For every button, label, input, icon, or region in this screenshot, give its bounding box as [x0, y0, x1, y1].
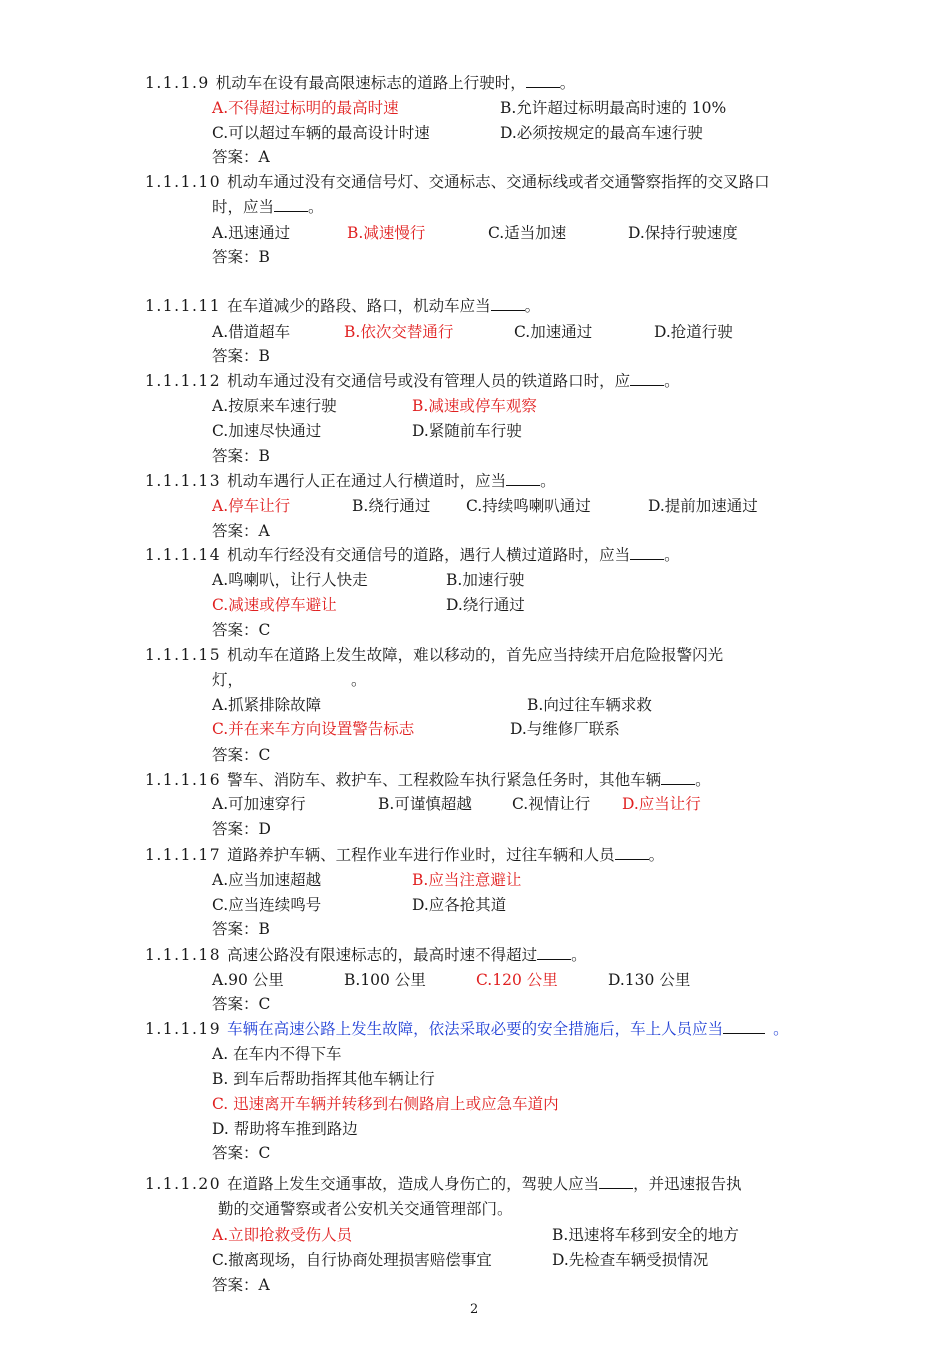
question-continuation: 灯， 。 — [212, 671, 367, 689]
question-1-1-1-12: 1.1.1.12 机动车通过没有交通信号或没有管理人员的铁道路口时，应 。 — [145, 372, 680, 390]
question-1-1-1-17: 1.1.1.17 道路养护车辆、工程作业车进行作业时，过往车辆和人员 。 — [145, 846, 665, 864]
option-d: D.与维修厂联系 — [510, 720, 620, 738]
answer-blank — [491, 296, 525, 311]
answer-blank — [537, 945, 571, 960]
question-number: 1.1.1.9 — [145, 74, 210, 92]
answer-blank — [615, 845, 649, 860]
option-c: C.120 公里 — [476, 971, 558, 989]
option-c: C.减速或停车避让 — [212, 596, 337, 614]
question-1-1-1-19: 1.1.1.19 车辆在高速公路上发生故障，依法采取必要的安全措施后，车上人员应当 。 — [145, 1020, 789, 1038]
answer-line: 答案：A — [212, 1276, 270, 1294]
question-number: 1.1.1.14 — [145, 546, 222, 564]
answer-line: 答案：C — [212, 746, 271, 764]
option-d: D.保持行驶速度 — [628, 224, 738, 242]
question-number: 1.1.1.11 — [145, 297, 222, 315]
option-d: D.应当让行 — [622, 795, 701, 813]
question-text: 机动车在道路上发生故障，难以移动的，首先应当持续开启危险报警闪光 — [227, 646, 724, 664]
option-b: B.依次交替通行 — [344, 323, 454, 341]
option-a: A.抓紧排除故障 — [212, 696, 322, 714]
option-c: C.并在来车方向设置警告标志 — [212, 720, 415, 738]
question-text: 机动车通过没有交通信号或没有管理人员的铁道路口时，应 — [227, 372, 631, 390]
answer-line: 答案：B — [212, 347, 270, 365]
question-number: 1.1.1.10 — [145, 173, 222, 191]
option-a: A. 在车内不得下车 — [212, 1045, 342, 1063]
option-d: D.130 公里 — [608, 971, 691, 989]
question-number: 1.1.1.13 — [145, 472, 222, 490]
option-b: B.允许超过标明最高时速的 10% — [500, 99, 727, 117]
option-c: C.撤离现场，自行协商处理损害赔偿事宜 — [212, 1251, 492, 1269]
option-b: B.绕行通过 — [352, 497, 431, 515]
answer-blank — [274, 197, 308, 212]
question-1-1-1-16: 1.1.1.16 警车、消防车、救护车、工程救险车执行紧急任务时，其他车辆 。 — [145, 771, 711, 789]
option-b: B.应当注意避让 — [412, 871, 522, 889]
option-d: D.先检查车辆受损情况 — [552, 1251, 709, 1269]
option-d: D.必须按规定的最高车速行驶 — [500, 124, 703, 142]
option-b: B. 到车后帮助指挥其他车辆让行 — [212, 1070, 435, 1088]
option-b: B.100 公里 — [344, 971, 426, 989]
question-text: 车辆在高速公路上发生故障，依法采取必要的安全措施后，车上人员应当 — [227, 1020, 724, 1038]
question-text: 在道路上发生交通事故，造成人身伤亡的，驾驶人应当 — [227, 1175, 600, 1193]
question-text: 警车、消防车、救护车、工程救险车执行紧急任务时，其他车辆 — [227, 771, 662, 789]
question-text: 机动车在设有最高限速标志的道路上行驶时， — [215, 74, 526, 92]
answer-blank — [630, 371, 664, 386]
question-number: 1.1.1.19 — [145, 1020, 222, 1038]
option-b: B.加速行驶 — [446, 571, 525, 589]
answer-blank — [630, 545, 664, 560]
option-b: B.减速或停车观察 — [412, 397, 537, 415]
answer-blank — [661, 770, 695, 785]
option-b: B.迅速将车移到安全的地方 — [552, 1226, 739, 1244]
answer-line: 答案：B — [212, 248, 270, 266]
question-number: 1.1.1.18 — [145, 946, 222, 964]
answer-line: 答案：D — [212, 820, 271, 838]
question-1-1-1-9: 1.1.1.9 机动车在设有最高限速标志的道路上行驶时， 。 — [145, 74, 576, 92]
question-text: 在车道减少的路段、路口，机动车应当 — [227, 297, 491, 315]
question-text: 机动车遇行人正在通过人行横道时，应当 — [227, 472, 507, 490]
answer-blank — [526, 73, 560, 88]
option-d: D.紧随前车行驶 — [412, 422, 522, 440]
question-1-1-1-13: 1.1.1.13 机动车遇行人正在通过人行横道时，应当 。 — [145, 472, 556, 490]
option-a: A.不得超过标明的最高时速 — [212, 99, 399, 117]
option-a: A.90 公里 — [212, 971, 284, 989]
question-1-1-1-18: 1.1.1.18 高速公路没有限速标志的，最高时速不得超过 。 — [145, 946, 587, 964]
answer-line: 答案：C — [212, 995, 271, 1013]
option-a: A.借道超车 — [212, 323, 291, 341]
answer-line: 答案：A — [212, 148, 270, 166]
question-number: 1.1.1.15 — [145, 646, 222, 664]
question-1-1-1-10 — [145, 172, 770, 192]
question-number: 1.1.1.20 — [145, 1175, 222, 1193]
option-c: C.视情让行 — [512, 795, 591, 813]
option-b: B.可谨慎超越 — [378, 795, 472, 813]
option-b: B.减速慢行 — [347, 224, 426, 242]
question-text: 道路养护车辆、工程作业车进行作业时，过往车辆和人员 — [227, 846, 615, 864]
option-d: D.提前加速通过 — [648, 497, 758, 515]
option-c: C.加速尽快通过 — [212, 422, 322, 440]
question-1-1-1-15 — [145, 645, 723, 665]
answer-blank — [599, 1174, 633, 1189]
question-1-1-1-11: 1.1.1.11 在车道减少的路段、路口，机动车应当 。 — [145, 297, 541, 315]
option-d: D. 帮助将车推到路边 — [212, 1120, 358, 1138]
answer-line: 答案：C — [212, 621, 271, 639]
option-a: A.应当加速超越 — [212, 871, 322, 889]
page-number: 2 — [470, 1302, 479, 1317]
answer-line: 答案：A — [212, 522, 270, 540]
option-c: C.持续鸣喇叭通过 — [466, 497, 591, 515]
question-continuation: 时，应当 。 — [212, 198, 324, 216]
option-a: A.按原来车速行驶 — [212, 397, 337, 415]
question-1-1-1-20: 1.1.1.20 在道路上发生交通事故，造成人身伤亡的，驾驶人应当 ，并迅速报告执 — [145, 1175, 742, 1193]
question-text: 高速公路没有限速标志的，最高时速不得超过 — [227, 946, 538, 964]
option-a: A.迅速通过 — [212, 224, 291, 242]
option-a: A.可加速穿行 — [212, 795, 306, 813]
question-text: 机动车行经没有交通信号的道路，遇行人横过道路时，应当 — [227, 546, 631, 564]
option-a: A.立即抢救受伤人员 — [212, 1226, 353, 1244]
question-text: 机动车通过没有交通信号灯、交通标志、交通标线或者交通警察指挥的交叉路口 — [227, 173, 770, 191]
option-a: A.停车让行 — [212, 497, 291, 515]
option-d: D.应各抢其道 — [412, 896, 507, 914]
option-b: B.向过往车辆求救 — [527, 696, 652, 714]
option-c: C.可以超过车辆的最高设计时速 — [212, 124, 430, 142]
question-number: 1.1.1.16 — [145, 771, 222, 789]
option-c: C. 迅速离开车辆并转移到右侧路肩上或应急车道内 — [212, 1095, 559, 1113]
answer-line: 答案：B — [212, 920, 270, 938]
question-number: 1.1.1.17 — [145, 846, 222, 864]
option-a: A.鸣喇叭，让行人快走 — [212, 571, 368, 589]
question-number: 1.1.1.12 — [145, 372, 222, 390]
option-c: C.加速通过 — [514, 323, 593, 341]
option-c: C.应当连续鸣号 — [212, 896, 322, 914]
option-d: D.抢道行驶 — [654, 323, 733, 341]
option-c: C.适当加速 — [488, 224, 567, 242]
question-continuation: 勤的交通警察或者公安机关交通管理部门。 — [218, 1200, 513, 1218]
answer-line: 答案：B — [212, 447, 270, 465]
answer-line: 答案：C — [212, 1144, 271, 1162]
answer-blank — [506, 471, 540, 486]
option-d: D.绕行通过 — [446, 596, 525, 614]
question-1-1-1-14: 1.1.1.14 机动车行经没有交通信号的道路，遇行人横过道路时，应当 。 — [145, 546, 680, 564]
answer-blank — [723, 1019, 765, 1034]
